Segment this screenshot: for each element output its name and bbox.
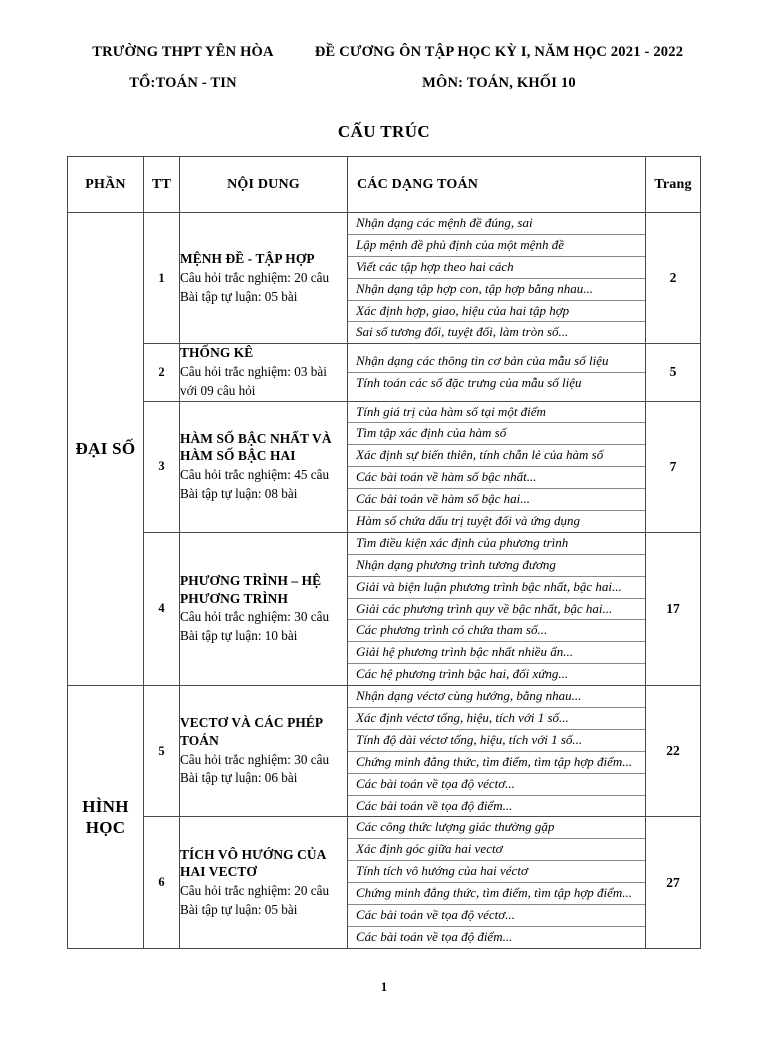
- problem-type-text: Hàm số chứa dấu trị tuyệt đối và ứng dụng: [356, 512, 580, 528]
- problem-types-list: [348, 533, 645, 685]
- table-row: [68, 401, 701, 532]
- problem-type-row: [348, 234, 645, 256]
- problem-type-text: Giải hệ phương trình bậc nhất nhiều ẩn...: [348, 642, 645, 664]
- problem-type-row: [348, 926, 645, 947]
- topic-cell: [180, 401, 348, 532]
- problem-type-row: [348, 351, 645, 372]
- topic-title: VECTƠ VÀ CÁC PHÉP TOÁN: [180, 715, 323, 749]
- problem-type-text: Nhận dạng tập hợp con, tập hợp bằng nhau...: [348, 278, 645, 300]
- topic-cell: [180, 213, 348, 344]
- topic-multiple-choice-count: Câu hỏi trắc nghiệm: 20 câu: [180, 883, 330, 899]
- problem-type-text: Xác định véctơ tổng, hiệu, tích với 1 số...: [348, 707, 645, 729]
- topic-cell: [180, 532, 348, 685]
- section-label-1: ĐẠI SỐ: [68, 213, 144, 686]
- problem-type-text: Giải và biện luận phương trình bậc nhất, bậc hai...: [348, 576, 645, 598]
- page-reference: 7: [646, 401, 701, 532]
- problem-type-row: [348, 686, 645, 707]
- problem-type-text: Các công thức lượng giác thường gặp: [348, 817, 645, 838]
- problem-type-row: [348, 707, 645, 729]
- problem-type-row: [348, 300, 645, 322]
- structure-table: [67, 156, 701, 949]
- problem-type-row: [348, 598, 645, 620]
- problem-types-cell: [348, 817, 646, 948]
- problem-type-text: Các bài toán về hàm số bậc nhất...: [348, 467, 645, 489]
- problem-type-text: Các bài toán về tọa độ véctơ...: [348, 904, 645, 926]
- problem-type-row: [348, 256, 645, 278]
- topic-essay-count: Bài tập tự luận: 08 bài: [180, 485, 298, 501]
- structure-table-wrapper: [0, 156, 768, 949]
- problem-type-text: Tính tích vô hướng của hai véctơ: [348, 861, 645, 883]
- topic-multiple-choice-count: Câu hỏi trắc nghiệm: 30 câu: [180, 609, 330, 625]
- topic-title: MỆNH ĐỀ - TẬP HỢP: [180, 251, 315, 267]
- problem-types-list: [348, 351, 645, 394]
- problem-type-row: [348, 576, 645, 598]
- page-footer: [0, 980, 768, 995]
- column-header-trang: Trang: [646, 157, 701, 213]
- topic-essay-count: Bài tập tự luận: 10 bài: [180, 628, 298, 644]
- page-reference: 5: [646, 344, 701, 401]
- problem-type-text: Các bài toán về tọa độ véctơ...: [348, 773, 645, 795]
- table-row: [68, 686, 701, 817]
- row-number: 4: [144, 532, 180, 685]
- problem-type-row: [348, 533, 645, 554]
- problem-type-row: [348, 861, 645, 883]
- problem-type-text: Các phương trình có chứa tham số...: [348, 620, 645, 642]
- problem-type-text: Nhận dạng các mệnh đề đúng, sai: [348, 213, 645, 234]
- problem-type-text: Chứng minh đẳng thức, tìm điểm, tìm tập hợp điểm...: [348, 883, 645, 905]
- problem-type-row: [348, 839, 645, 861]
- problem-types-cell: [348, 532, 646, 685]
- problem-type-text: Xác định hợp, giao, hiệu của hai tập hợp: [348, 300, 645, 322]
- topic-essay-count: Bài tập tự luận: 06 bài: [180, 770, 298, 786]
- problem-type-row: [348, 664, 645, 685]
- exam-outline-title: ĐỀ CƯƠNG ÔN TẬP HỌC KỲ I, NĂM HỌC 2021 - 2022: [314, 44, 684, 60]
- page-number: 1: [380, 980, 388, 994]
- problem-type-row: [348, 817, 645, 838]
- topic-multiple-choice-count: Câu hỏi trắc nghiệm: 03 bài: [180, 364, 327, 380]
- problem-type-text: Chứng minh đẳng thức, tìm điểm, tìm tập hợp điểm...: [348, 751, 645, 773]
- problem-type-text: Tính toán các số đặc trưng của mẫu số liệu: [356, 374, 582, 390]
- table-header-row: [68, 157, 701, 213]
- problem-type-row: [348, 372, 645, 393]
- topic-essay-count: với 09 câu hỏi: [180, 382, 256, 398]
- problem-type-row: [348, 489, 645, 511]
- problem-type-row: [348, 751, 645, 773]
- problem-type-text: Nhận dạng véctơ cùng hướng, bằng nhau...: [348, 686, 645, 707]
- topic-cell: [180, 817, 348, 948]
- problem-type-row: [348, 467, 645, 489]
- topic-cell: [180, 686, 348, 817]
- table-row: [68, 213, 701, 344]
- problem-type-text: Các bài toán về hàm số bậc hai...: [348, 489, 645, 511]
- problem-type-row: [348, 278, 645, 300]
- problem-types-cell: [348, 401, 646, 532]
- header-exam-block: [298, 45, 700, 90]
- problem-type-text: Tìm tập xác định của hàm số: [348, 423, 645, 445]
- row-number: 3: [144, 401, 180, 532]
- problem-type-row: [348, 904, 645, 926]
- column-header-phan: PHẦN: [68, 157, 144, 213]
- problem-type-text: Tính giá trị của hàm số tại một điểm: [348, 402, 645, 423]
- problem-types-cell: [348, 213, 646, 344]
- problem-type-text: Các hệ phương trình bậc hai, đối xứng...: [356, 666, 569, 682]
- page-reference: 17: [646, 532, 701, 685]
- problem-type-text: Tính độ dài véctơ tổng, hiệu, tích với 1 số...: [348, 729, 645, 751]
- document-page: [0, 45, 768, 1039]
- problem-type-row: [348, 795, 645, 816]
- problem-type-row: [348, 213, 645, 234]
- document-header: [0, 45, 768, 90]
- section-label-2: HÌNH HỌC: [68, 686, 144, 949]
- department-name: TỔ:TOÁN - TIN: [129, 74, 237, 91]
- column-header-noi-dung: NỘI DUNG: [180, 157, 348, 213]
- problem-types-list: [348, 817, 645, 947]
- topic-title: TÍCH VÔ HƯỚNG CỦA HAI VECTƠ: [180, 846, 326, 880]
- problem-type-text: Xác định sự biến thiên, tính chẵn lẻ của hàm số: [348, 445, 645, 467]
- problem-type-text: Nhận dạng phương trình tương đương: [348, 554, 645, 576]
- problem-type-row: [348, 402, 645, 423]
- topic-multiple-choice-count: Câu hỏi trắc nghiệm: 20 câu: [180, 269, 330, 285]
- problem-type-text: Các bài toán về tọa độ điểm...: [356, 928, 513, 944]
- problem-types-list: [348, 402, 645, 532]
- table-row: [68, 344, 701, 401]
- problem-type-row: [348, 510, 645, 531]
- page-reference: 22: [646, 686, 701, 817]
- problem-type-text: Giải các phương trình quy về bậc nhất, bậc hai...: [348, 598, 645, 620]
- problem-types-cell: [348, 686, 646, 817]
- row-number: 2: [144, 344, 180, 401]
- school-name: TRƯỜNG THPT YÊN HÒA: [92, 44, 274, 60]
- problem-type-text: Lập mệnh đề phủ định của một mệnh đề: [348, 234, 645, 256]
- table-row: [68, 817, 701, 948]
- problem-types-cell: [348, 344, 646, 401]
- problem-types-list: [348, 686, 645, 816]
- problem-type-row: [348, 554, 645, 576]
- topic-title: HÀM SỐ BẬC NHẤT VÀ HÀM SỐ BẬC HAI: [180, 430, 332, 464]
- problem-type-text: Sai số tương đối, tuyệt đối, làm tròn số...: [356, 324, 569, 340]
- problem-type-row: [348, 773, 645, 795]
- row-number: 6: [144, 817, 180, 948]
- topic-essay-count: Bài tập tự luận: 05 bài: [180, 901, 298, 917]
- topic-title: THỐNG KÊ: [180, 345, 254, 361]
- problem-type-row: [348, 620, 645, 642]
- topic-multiple-choice-count: Câu hỏi trắc nghiệm: 30 câu: [180, 751, 330, 767]
- table-row: [68, 532, 701, 685]
- problem-type-text: Các bài toán về tọa độ điểm...: [356, 797, 513, 813]
- row-number: 5: [144, 686, 180, 817]
- page-reference: 2: [646, 213, 701, 344]
- problem-type-row: [348, 445, 645, 467]
- subject-grade: MÔN: TOÁN, KHỐI 10: [422, 74, 576, 91]
- topic-multiple-choice-count: Câu hỏi trắc nghiệm: 45 câu: [180, 467, 330, 483]
- structure-table-body: [68, 213, 701, 949]
- problem-type-row: [348, 322, 645, 343]
- problem-type-text: Tìm điều kiện xác định của phương trình: [348, 533, 645, 554]
- row-number: 1: [144, 213, 180, 344]
- problem-type-row: [348, 729, 645, 751]
- problem-types-list: [348, 213, 645, 343]
- column-header-tt: TT: [144, 157, 180, 213]
- problem-type-text: Nhận dạng các thông tin cơ bản của mẫu số liệu: [348, 351, 645, 372]
- page-reference: 27: [646, 817, 701, 948]
- header-school-block: [68, 45, 298, 90]
- problem-type-row: [348, 642, 645, 664]
- topic-cell: [180, 344, 348, 401]
- problem-type-text: Viết các tập hợp theo hai cách: [348, 256, 645, 278]
- topic-title: PHƯƠNG TRÌNH – HỆ PHƯƠNG TRÌNH: [180, 573, 322, 606]
- problem-type-text: Xác định góc giữa hai vectơ: [348, 839, 645, 861]
- column-header-cac-dang-toan: CÁC DẠNG TOÁN: [348, 157, 646, 213]
- problem-type-row: [348, 883, 645, 905]
- problem-type-row: [348, 423, 645, 445]
- page-title: CẤU TRÚC: [337, 122, 431, 141]
- topic-essay-count: Bài tập tự luận: 05 bài: [180, 288, 298, 304]
